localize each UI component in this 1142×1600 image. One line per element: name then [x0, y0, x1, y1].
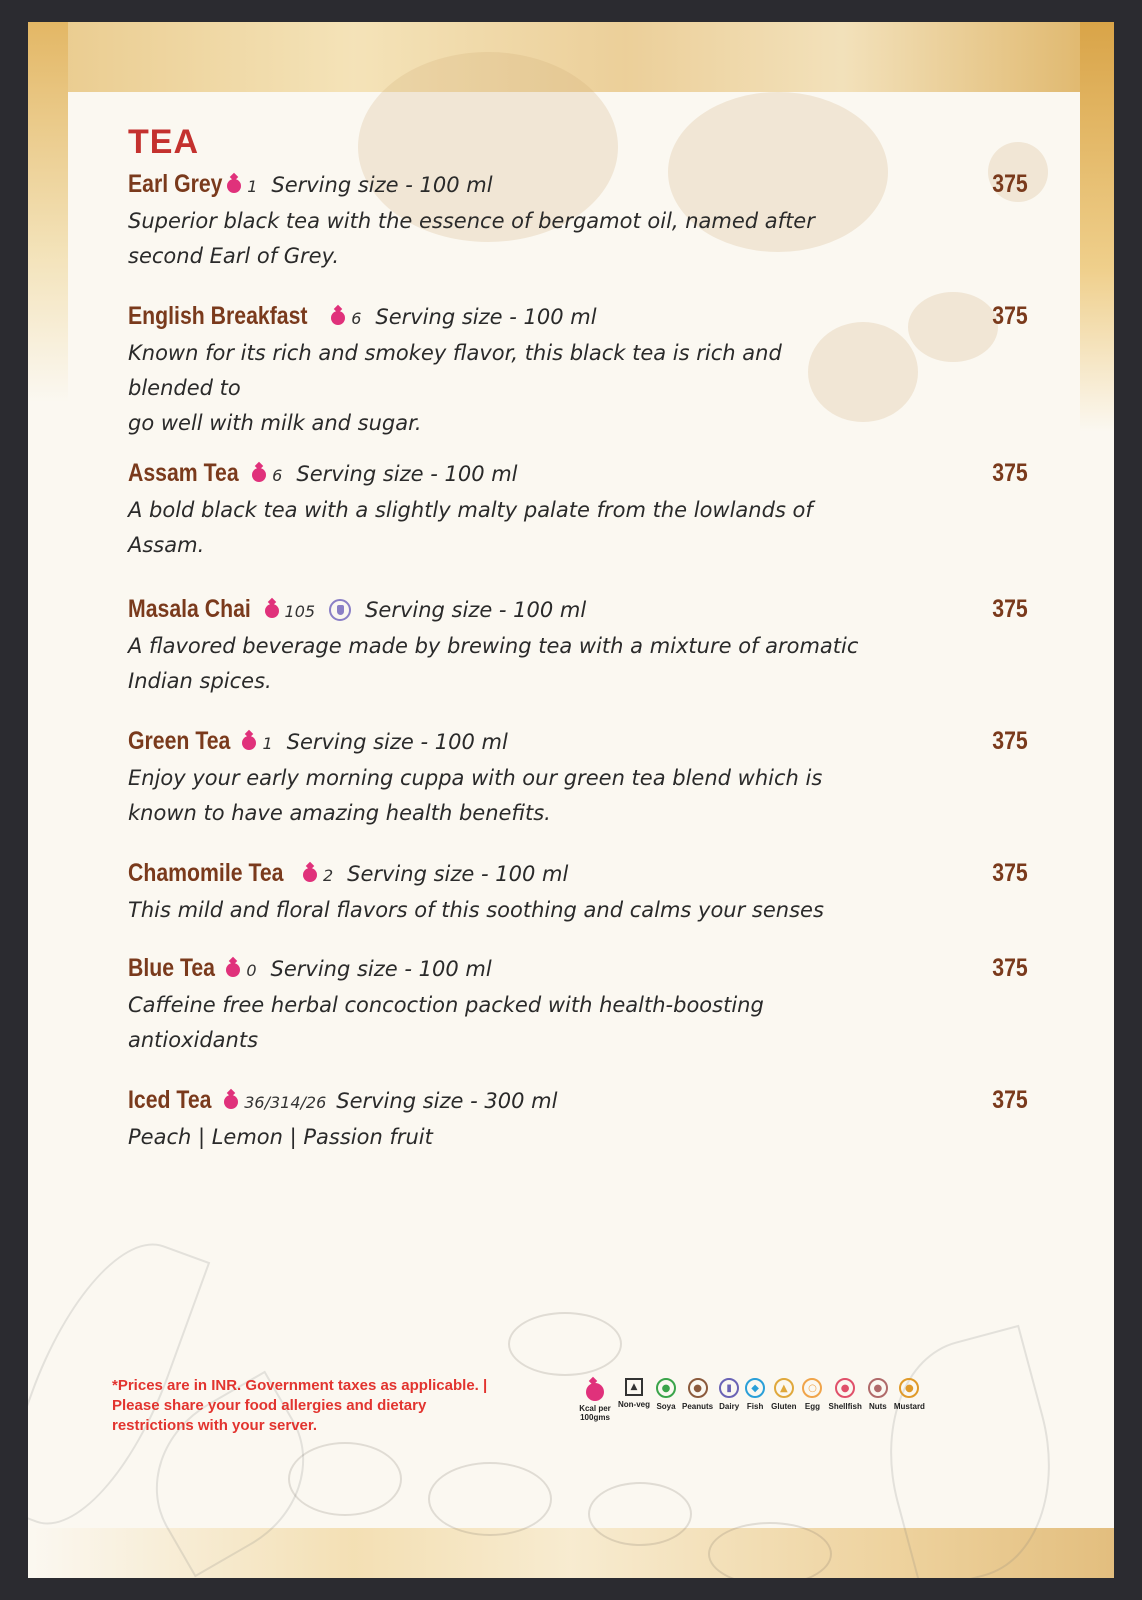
legend-label: Peanuts: [682, 1402, 714, 1411]
description-line: Indian spices.: [128, 669, 272, 693]
coffee-bean-sketch: [288, 1442, 402, 1516]
menu-content: [128, 122, 1048, 1155]
kcal-icon: [252, 468, 266, 482]
legend-label: Gluten: [771, 1402, 797, 1411]
item-name: Blue Tea: [128, 954, 215, 982]
coffee-bean-sketch: [588, 1482, 692, 1546]
serving-size: Serving size - 300 ml: [336, 1089, 558, 1113]
legend-fish: [745, 1378, 765, 1411]
legend-label: Kcal per 100gms: [579, 1404, 611, 1422]
nuts-icon: ●: [868, 1378, 888, 1398]
legend-nuts: [868, 1378, 888, 1411]
description-line: Enjoy your early morning cuppa with our green tea blend which is: [128, 766, 823, 790]
kcal-value: 105: [284, 602, 316, 621]
item-price: 375: [992, 954, 1028, 982]
description-line: A flavored beverage made by brewing tea with a mixture of aromatic: [128, 634, 859, 658]
legend-label: Egg: [804, 1402, 821, 1411]
menu-item-blue-tea: [128, 948, 1048, 1058]
kcal-value: 1: [262, 734, 273, 753]
kcal-value: 1: [247, 177, 258, 196]
item-description: [128, 204, 868, 274]
description-line: This mild and floral flavors of this soothing and calms your senses: [128, 898, 824, 922]
item-name: Assam Tea: [128, 459, 239, 487]
item-name: Masala Chai: [128, 595, 251, 623]
menu-item-iced-tea: [128, 1080, 1048, 1155]
non-veg-icon: ▲: [625, 1378, 643, 1396]
dietary-legend: [578, 1378, 931, 1422]
kcal-icon: [331, 311, 345, 325]
menu-page: [28, 22, 1114, 1578]
item-name: English Breakfast: [128, 302, 308, 330]
menu-item-assam-tea: [128, 453, 1048, 563]
fish-icon: ◆: [745, 1378, 765, 1398]
legend-label: Dairy: [719, 1402, 740, 1411]
serving-size: Serving size - 100 ml: [347, 862, 569, 886]
kcal-value: 0: [246, 961, 257, 980]
legend-label: Shellfish: [828, 1402, 862, 1411]
gold-texture-left: [28, 22, 68, 402]
legend-soya: [656, 1378, 676, 1411]
legend-label: Soya: [656, 1402, 676, 1411]
serving-size: Serving size - 100 ml: [365, 598, 587, 622]
legend-mustard: [894, 1378, 925, 1411]
legend-non-veg: [618, 1378, 650, 1409]
item-price: 375: [992, 727, 1028, 755]
item-description: [128, 761, 868, 831]
item-price: 375: [992, 859, 1028, 887]
item-name: Green Tea: [128, 727, 231, 755]
item-price: 375: [992, 170, 1028, 198]
kcal-value: 36/314/26: [244, 1093, 327, 1112]
menu-item-english-breakfast: [128, 296, 1048, 441]
item-price: 375: [992, 1086, 1028, 1114]
item-description: [128, 493, 868, 563]
dairy-icon: [329, 599, 351, 621]
item-name: Chamomile Tea: [128, 859, 284, 887]
gluten-icon: ▲: [774, 1378, 794, 1398]
kcal-icon: [265, 604, 279, 618]
mustard-icon: ●: [899, 1378, 919, 1398]
description-line: go well with milk and sugar.: [128, 411, 422, 435]
kcal-value: 6: [272, 466, 283, 485]
menu-item-chamomile-tea: [128, 853, 1048, 928]
note-line: *Prices are in INR. Government taxes as applicable. |: [112, 1377, 488, 1394]
item-description: [128, 629, 868, 699]
item-price: 375: [992, 302, 1028, 330]
serving-size: Serving size - 100 ml: [270, 957, 492, 981]
serving-size: Serving size - 100 ml: [296, 462, 518, 486]
note-line: restrictions with your server.: [112, 1417, 318, 1434]
legend-label: Mustard: [893, 1402, 925, 1411]
description-line: Peach | Lemon | Passion fruit: [128, 1125, 433, 1149]
description-line: Superior black tea with the essence of bergamot oil, named after: [128, 209, 815, 233]
legend-label: Non-veg: [618, 1400, 650, 1409]
legend-gluten: [771, 1378, 796, 1411]
serving-size: Serving size - 100 ml: [271, 173, 493, 197]
item-description: [128, 336, 868, 441]
peanuts-icon: ●: [688, 1378, 708, 1398]
dairy-icon: ▮: [719, 1378, 739, 1398]
kcal-icon: [303, 868, 317, 882]
item-description: [128, 988, 868, 1058]
section-title: TEA: [128, 123, 199, 161]
kcal-icon: [586, 1383, 604, 1401]
kcal-icon: [227, 179, 241, 193]
item-price: 375: [992, 595, 1028, 623]
legend-peanuts: [682, 1378, 713, 1411]
coffee-bean-sketch: [708, 1522, 832, 1578]
serving-size: Serving size - 100 ml: [375, 305, 597, 329]
gold-texture-right: [1080, 22, 1114, 432]
description-line: A bold black tea with a slightly malty palate from the lowlands of Assam.: [128, 498, 813, 557]
kcal-value: 6: [351, 309, 362, 328]
kcal-icon: [224, 1095, 238, 1109]
shellfish-icon: ●: [835, 1378, 855, 1398]
menu-item-green-tea: [128, 721, 1048, 831]
legend-label: Fish: [746, 1402, 764, 1411]
coffee-bean-sketch: [428, 1462, 552, 1536]
description-line: Caffeine free herbal concoction packed with health-boosting antioxidants: [128, 993, 764, 1052]
kcal-icon: [226, 963, 240, 977]
kcal-value: 2: [322, 866, 334, 885]
item-price: 375: [992, 459, 1028, 487]
serving-size: Serving size - 100 ml: [286, 730, 508, 754]
kcal-icon: [242, 736, 256, 750]
pricing-allergy-note: [112, 1376, 532, 1436]
soya-icon: ●: [656, 1378, 676, 1398]
item-description: [128, 1120, 868, 1155]
legend-egg: [802, 1378, 822, 1411]
legend-shellfish: [828, 1378, 861, 1411]
legend-kcal: [578, 1378, 612, 1422]
description-line: second Earl of Grey.: [128, 244, 340, 268]
item-description: [128, 893, 868, 928]
legend-label: Nuts: [868, 1402, 887, 1411]
egg-icon: ○: [802, 1378, 822, 1398]
description-line: Known for its rich and smokey flavor, this black tea is rich and blended to: [128, 341, 782, 400]
coffee-bean-sketch: [508, 1312, 622, 1376]
item-name: Earl Grey: [128, 170, 223, 198]
description-line: known to have amazing health benefits.: [128, 801, 551, 825]
note-line: Please share your food allergies and dietary: [112, 1397, 427, 1414]
item-name: Iced Tea: [128, 1086, 212, 1114]
legend-dairy: [719, 1378, 739, 1411]
menu-item-masala-chai: [128, 589, 1048, 699]
menu-item-earl-grey: [128, 164, 1048, 274]
